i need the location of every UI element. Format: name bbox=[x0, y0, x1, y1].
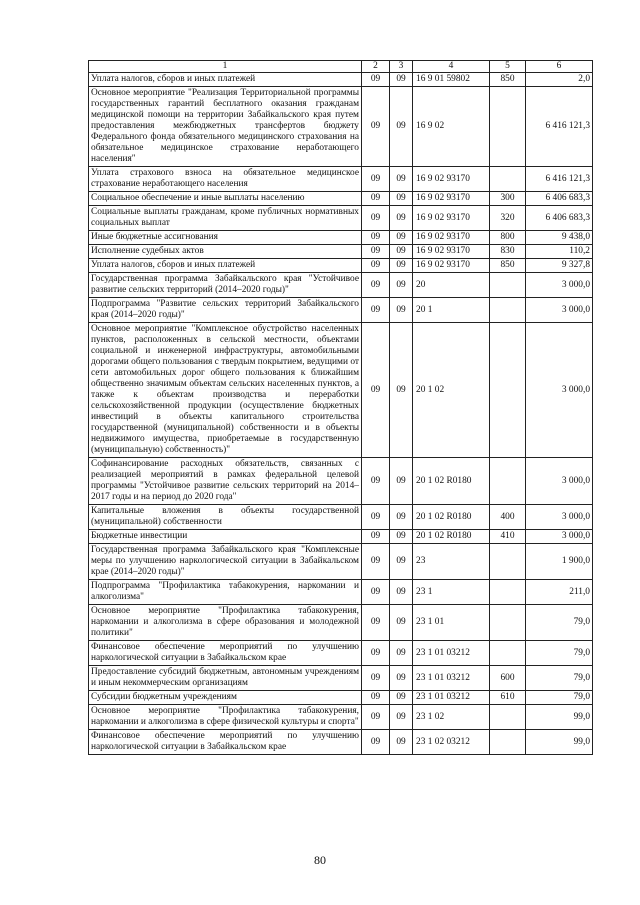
row-section-cell: 09 bbox=[362, 167, 390, 192]
row-expense-type-cell: 800 bbox=[490, 231, 526, 245]
row-target-article-cell: 20 1 02 bbox=[413, 323, 490, 458]
row-section-cell: 09 bbox=[362, 192, 390, 206]
row-target-article-cell: 23 1 02 bbox=[413, 705, 490, 730]
row-expense-type-cell bbox=[490, 580, 526, 605]
row-target-article-cell: 16 9 02 bbox=[413, 87, 490, 167]
row-subsection-cell: 09 bbox=[390, 458, 413, 505]
row-expense-type-cell bbox=[490, 458, 526, 505]
row-section-cell: 09 bbox=[362, 730, 390, 755]
row-name-cell: Уплата страхового взноса на обязательное медицинское страхование неработающего населения bbox=[89, 167, 362, 192]
row-amount-cell: 9 438,0 bbox=[526, 231, 593, 245]
row-target-article-cell: 23 1 01 bbox=[413, 605, 490, 641]
table-row bbox=[89, 323, 593, 458]
row-name-cell: Социальное обеспечение и иные выплаты населению bbox=[89, 192, 362, 206]
budget-table bbox=[88, 60, 593, 755]
row-amount-cell: 79,0 bbox=[526, 666, 593, 691]
row-subsection-cell: 09 bbox=[390, 273, 413, 298]
row-target-article-cell: 16 9 01 59802 bbox=[413, 73, 490, 87]
table-row bbox=[89, 605, 593, 641]
row-expense-type-cell: 830 bbox=[490, 245, 526, 259]
row-section-cell: 09 bbox=[362, 691, 390, 705]
row-amount-cell: 3 000,0 bbox=[526, 323, 593, 458]
row-subsection-cell: 09 bbox=[390, 245, 413, 259]
row-expense-type-cell bbox=[490, 167, 526, 192]
row-amount-cell: 1 900,0 bbox=[526, 544, 593, 580]
row-amount-cell: 79,0 bbox=[526, 641, 593, 666]
row-expense-type-cell: 600 bbox=[490, 666, 526, 691]
row-amount-cell: 3 000,0 bbox=[526, 298, 593, 323]
row-subsection-cell: 09 bbox=[390, 192, 413, 206]
row-name-cell: Социальные выплаты гражданам, кроме публичных нормативных социальных выплат bbox=[89, 206, 362, 231]
row-subsection-cell: 09 bbox=[390, 730, 413, 755]
table-row bbox=[89, 192, 593, 206]
row-amount-cell: 3 000,0 bbox=[526, 505, 593, 530]
row-name-cell: Государственная программа Забайкальского края "Устойчивое развитие сельских территорий (2014–2020 годы)" bbox=[89, 273, 362, 298]
row-expense-type-cell bbox=[490, 641, 526, 666]
row-section-cell: 09 bbox=[362, 245, 390, 259]
row-target-article-cell: 16 9 02 93170 bbox=[413, 245, 490, 259]
row-name-cell: Финансовое обеспечение мероприятий по улучшению наркологической ситуации в Забайкальском крае bbox=[89, 730, 362, 755]
table-row bbox=[89, 666, 593, 691]
row-section-cell: 09 bbox=[362, 259, 390, 273]
row-name-cell: Уплата налогов, сборов и иных платежей bbox=[89, 259, 362, 273]
row-amount-cell: 110,2 bbox=[526, 245, 593, 259]
table-row bbox=[89, 167, 593, 192]
row-section-cell: 09 bbox=[362, 231, 390, 245]
row-expense-type-cell: 400 bbox=[490, 505, 526, 530]
table-row bbox=[89, 580, 593, 605]
table-header-row bbox=[89, 61, 593, 73]
row-section-cell: 09 bbox=[362, 544, 390, 580]
row-expense-type-cell bbox=[490, 730, 526, 755]
row-target-article-cell: 20 1 02 R0180 bbox=[413, 530, 490, 544]
row-subsection-cell: 09 bbox=[390, 323, 413, 458]
row-subsection-cell: 09 bbox=[390, 705, 413, 730]
row-target-article-cell: 16 9 02 93170 bbox=[413, 167, 490, 192]
row-amount-cell: 3 000,0 bbox=[526, 530, 593, 544]
row-name-cell: Иные бюджетные ассигнования bbox=[89, 231, 362, 245]
row-target-article-cell: 23 1 01 03212 bbox=[413, 666, 490, 691]
table-row bbox=[89, 544, 593, 580]
header-cell: 4 bbox=[413, 61, 490, 73]
row-subsection-cell: 09 bbox=[390, 605, 413, 641]
table-row bbox=[89, 206, 593, 231]
row-expense-type-cell: 610 bbox=[490, 691, 526, 705]
row-subsection-cell: 09 bbox=[390, 167, 413, 192]
row-target-article-cell: 20 bbox=[413, 273, 490, 298]
row-amount-cell: 6 406 683,3 bbox=[526, 206, 593, 231]
row-subsection-cell: 09 bbox=[390, 259, 413, 273]
row-name-cell: Исполнение судебных актов bbox=[89, 245, 362, 259]
row-subsection-cell: 09 bbox=[390, 87, 413, 167]
header-cell: 2 bbox=[362, 61, 390, 73]
table-row bbox=[89, 505, 593, 530]
row-section-cell: 09 bbox=[362, 73, 390, 87]
row-target-article-cell: 16 9 02 93170 bbox=[413, 231, 490, 245]
row-expense-type-cell bbox=[490, 87, 526, 167]
row-target-article-cell: 23 bbox=[413, 544, 490, 580]
table-row bbox=[89, 273, 593, 298]
row-expense-type-cell: 850 bbox=[490, 259, 526, 273]
row-target-article-cell: 16 9 02 93170 bbox=[413, 259, 490, 273]
table-row bbox=[89, 641, 593, 666]
row-section-cell: 09 bbox=[362, 705, 390, 730]
table-row bbox=[89, 245, 593, 259]
row-expense-type-cell: 300 bbox=[490, 192, 526, 206]
row-expense-type-cell: 850 bbox=[490, 73, 526, 87]
row-expense-type-cell bbox=[490, 605, 526, 641]
row-name-cell: Государственная программа Забайкальского края "Комплексные меры по улучшению наркологической ситуации в Забайкальском крае (2014–2020 годы)" bbox=[89, 544, 362, 580]
row-section-cell: 09 bbox=[362, 605, 390, 641]
row-section-cell: 09 bbox=[362, 87, 390, 167]
row-name-cell: Бюджетные инвестиции bbox=[89, 530, 362, 544]
row-section-cell: 09 bbox=[362, 323, 390, 458]
row-expense-type-cell bbox=[490, 544, 526, 580]
row-subsection-cell: 09 bbox=[390, 231, 413, 245]
row-amount-cell: 79,0 bbox=[526, 691, 593, 705]
row-name-cell: Финансовое обеспечение мероприятий по улучшению наркологической ситуации в Забайкальском крае bbox=[89, 641, 362, 666]
row-target-article-cell: 16 9 02 93170 bbox=[413, 206, 490, 231]
table-row bbox=[89, 458, 593, 505]
table-row bbox=[89, 231, 593, 245]
row-amount-cell: 79,0 bbox=[526, 605, 593, 641]
table-row bbox=[89, 530, 593, 544]
row-target-article-cell: 20 1 02 R0180 bbox=[413, 505, 490, 530]
row-target-article-cell: 16 9 02 93170 bbox=[413, 192, 490, 206]
row-name-cell: Основное мероприятие "Профилактика табакокурения, наркомании и алкоголизма в сфере физической культуры и спорта" bbox=[89, 705, 362, 730]
row-subsection-cell: 09 bbox=[390, 206, 413, 231]
row-subsection-cell: 09 bbox=[390, 505, 413, 530]
table-row bbox=[89, 73, 593, 87]
table-row bbox=[89, 87, 593, 167]
row-amount-cell: 3 000,0 bbox=[526, 458, 593, 505]
row-subsection-cell: 09 bbox=[390, 641, 413, 666]
row-name-cell: Основное мероприятие "Реализация Территориальной программы государственных гарантий бесплатного оказания гражданам медицинской помощи на территории Забайкальского края путем предоставления межбюджетных трансфертов бюджету Федерального фонда обязательного медицинского страхования на обязательное медицинское страхование неработающего населения" bbox=[89, 87, 362, 167]
header-cell: 5 bbox=[490, 61, 526, 73]
row-expense-type-cell bbox=[490, 323, 526, 458]
row-section-cell: 09 bbox=[362, 206, 390, 231]
row-amount-cell: 211,0 bbox=[526, 580, 593, 605]
row-subsection-cell: 09 bbox=[390, 298, 413, 323]
row-section-cell: 09 bbox=[362, 641, 390, 666]
row-name-cell: Субсидии бюджетным учреждениям bbox=[89, 691, 362, 705]
row-name-cell: Предоставление субсидий бюджетным, автономным учреждениям и иным некоммерческим организациям bbox=[89, 666, 362, 691]
row-amount-cell: 9 327,8 bbox=[526, 259, 593, 273]
row-expense-type-cell: 320 bbox=[490, 206, 526, 231]
table-row bbox=[89, 705, 593, 730]
row-section-cell: 09 bbox=[362, 458, 390, 505]
row-target-article-cell: 23 1 01 03212 bbox=[413, 691, 490, 705]
row-subsection-cell: 09 bbox=[390, 530, 413, 544]
row-target-article-cell: 23 1 02 03212 bbox=[413, 730, 490, 755]
row-expense-type-cell bbox=[490, 273, 526, 298]
row-target-article-cell: 23 1 01 03212 bbox=[413, 641, 490, 666]
row-subsection-cell: 09 bbox=[390, 580, 413, 605]
row-expense-type-cell: 410 bbox=[490, 530, 526, 544]
row-subsection-cell: 09 bbox=[390, 691, 413, 705]
row-section-cell: 09 bbox=[362, 273, 390, 298]
row-subsection-cell: 09 bbox=[390, 73, 413, 87]
row-section-cell: 09 bbox=[362, 505, 390, 530]
row-amount-cell: 3 000,0 bbox=[526, 273, 593, 298]
row-amount-cell: 99,0 bbox=[526, 705, 593, 730]
row-name-cell: Подпрограмма "Развитие сельских территорий Забайкальского края (2014–2020 годы)" bbox=[89, 298, 362, 323]
row-amount-cell: 2,0 bbox=[526, 73, 593, 87]
row-name-cell: Основное мероприятие "Профилактика табакокурения, наркомании и алкоголизма в сфере образования и молодежной политики" bbox=[89, 605, 362, 641]
row-amount-cell: 6 416 121,3 bbox=[526, 87, 593, 167]
row-target-article-cell: 23 1 bbox=[413, 580, 490, 605]
row-section-cell: 09 bbox=[362, 298, 390, 323]
row-name-cell: Уплата налогов, сборов и иных платежей bbox=[89, 73, 362, 87]
row-section-cell: 09 bbox=[362, 530, 390, 544]
table-row bbox=[89, 298, 593, 323]
row-name-cell: Софинансирование расходных обязательств, связанных с реализацией мероприятий в рамках федеральной целевой программы "Устойчивое развитие сельских территорий на 2014–2017 годы и на период до 2020 года" bbox=[89, 458, 362, 505]
row-expense-type-cell bbox=[490, 705, 526, 730]
table-row bbox=[89, 730, 593, 755]
page-number: 80 bbox=[314, 853, 326, 867]
header-cell: 6 bbox=[526, 61, 593, 73]
row-section-cell: 09 bbox=[362, 580, 390, 605]
table-row bbox=[89, 691, 593, 705]
row-section-cell: 09 bbox=[362, 666, 390, 691]
row-amount-cell: 6 406 683,3 bbox=[526, 192, 593, 206]
row-name-cell: Основное мероприятие "Комплексное обустройство населенных пунктов, расположенных в сельской местности, объектами социальной и инженерной инфраструктуры, автомобильными дорогами общего пользования с твердым покрытием, ведущими от сети автомобильных дорог общего пользования к ближайшим общественно значимым объектам сельских населенных пунктов, а также к объектам производства и переработки сельскохозяйственной продукции (осуществление бюджетных инвестиций в объекты капитального строительства государственной (муниципальной) собственности и в объекты недвижимого имущества, приобретаемые в государственную (муниципальную) собственность)" bbox=[89, 323, 362, 458]
header-cell: 1 bbox=[89, 61, 362, 73]
row-target-article-cell: 20 1 bbox=[413, 298, 490, 323]
row-amount-cell: 6 416 121,3 bbox=[526, 167, 593, 192]
table-row bbox=[89, 259, 593, 273]
row-expense-type-cell bbox=[490, 298, 526, 323]
row-target-article-cell: 20 1 02 R0180 bbox=[413, 458, 490, 505]
row-name-cell: Капитальные вложения в объекты государственной (муниципальной) собственности bbox=[89, 505, 362, 530]
row-amount-cell: 99,0 bbox=[526, 730, 593, 755]
row-subsection-cell: 09 bbox=[390, 544, 413, 580]
row-subsection-cell: 09 bbox=[390, 666, 413, 691]
row-name-cell: Подпрограмма "Профилактика табакокурения, наркомании и алкоголизма" bbox=[89, 580, 362, 605]
header-cell: 3 bbox=[390, 61, 413, 73]
